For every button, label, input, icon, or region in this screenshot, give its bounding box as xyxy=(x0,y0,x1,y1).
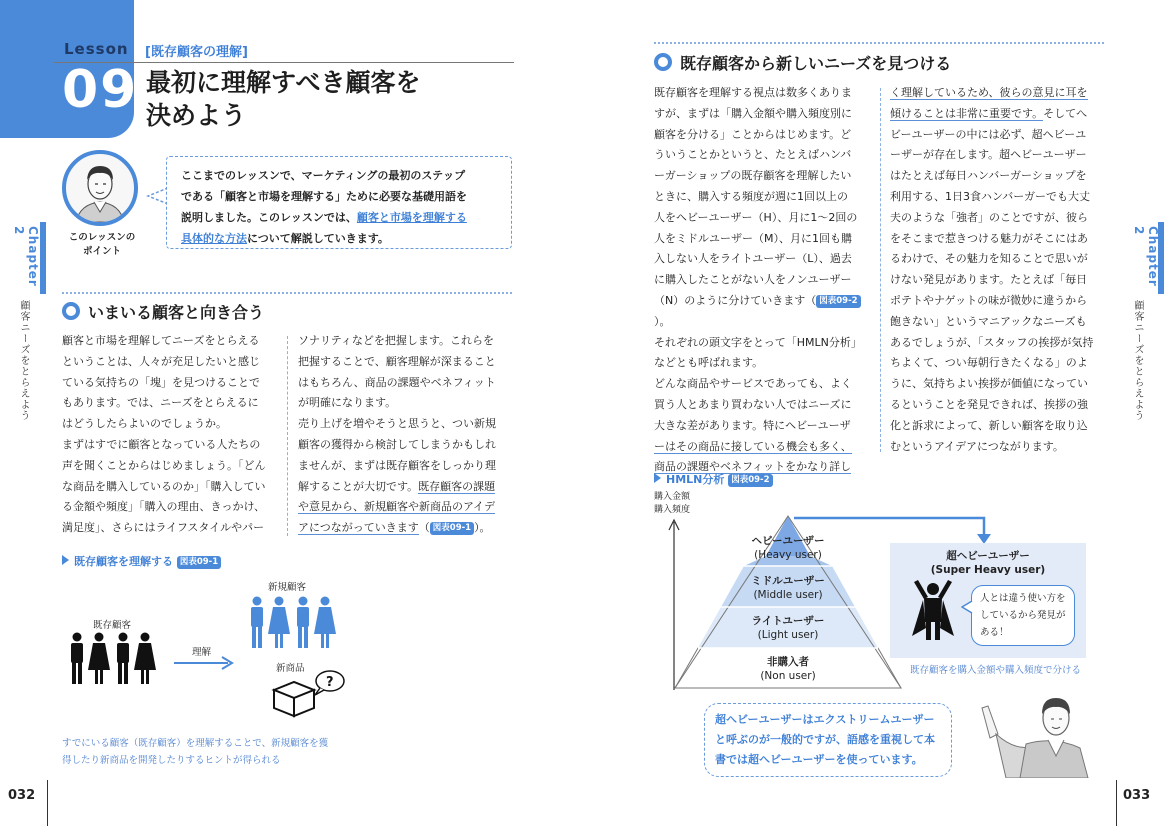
figure-caption: 既存顧客を購入金額や購入頻度で分ける xyxy=(910,665,1082,676)
text-line: あるでしょうが、「スタッフの挨拶が気持 xyxy=(890,335,1094,349)
super-heavy-user-label: 超ヘビーユーザー (Super Heavy user) xyxy=(930,550,1046,576)
pyramid-label-heavy: ヘビーユーザー (Heavy user) xyxy=(751,535,825,561)
triangle-marker-icon xyxy=(62,555,69,565)
pyramid-label-light: ライトユーザー (Light user) xyxy=(751,615,825,641)
text-line: はどうしたらよいのでしょうか。 xyxy=(62,417,227,431)
text-line: などとも呼ばれます。 xyxy=(654,356,764,370)
text-line: まずはすでに顧客となっている人たちの xyxy=(62,437,261,451)
body-column-3 xyxy=(654,83,876,478)
connector-arrow-icon xyxy=(792,510,992,546)
text-line: うに、気持ちよい挨拶が価値になってい xyxy=(890,377,1088,391)
text-line: ーザーが存在します。超ヘビーユーザー xyxy=(890,148,1087,162)
text-line: むというアイデアにつながります。 xyxy=(890,439,1064,453)
text-line: それぞれの頭文字をとって「HMLN分析」 xyxy=(654,335,862,349)
page-number-left: 032 xyxy=(8,788,36,803)
point-highlight: 具体的な方法 xyxy=(181,232,247,245)
text-line: ういうことかというと、たとえばハンバ xyxy=(654,148,852,162)
existing-customers-icon xyxy=(66,632,160,688)
chapter-bar xyxy=(40,222,46,294)
chapter-side-tab-right xyxy=(1124,222,1158,294)
note-line: 超ヘビーユーザーはエクストリームユーザー xyxy=(715,713,935,726)
column-divider xyxy=(287,336,288,536)
new-product-label: 新商品 xyxy=(276,663,305,674)
lesson-title-line: 決めよう xyxy=(146,101,247,130)
text-line: 顧客と市場を理解してニーズをとらえる xyxy=(62,334,260,347)
page-number-rule xyxy=(47,780,48,826)
body-column-2 xyxy=(298,331,520,539)
text-line: すが、まずは「購入金額や購入頻度別に xyxy=(654,106,852,120)
lesson-title-line: 最初に理解すべき顧客を xyxy=(146,68,421,97)
text-line: ソナリティなどを把握します。これらを xyxy=(298,334,495,347)
section-divider xyxy=(654,42,1104,44)
text-line: 顧客を分ける」ことからはじめます。ど xyxy=(654,127,852,141)
text-line: 入しない人をライトユーザー（L）、過去 xyxy=(654,252,852,266)
section-heading: いまいる顧客と向き合う xyxy=(88,303,265,322)
text-line: 解することが大切です。既存顧客の課題 xyxy=(298,479,496,493)
section-divider xyxy=(62,292,512,294)
caption-line: 得したり新商品を開発したりするヒントが得られる xyxy=(62,755,281,766)
axis-label: 購入金額 xyxy=(654,492,691,502)
existing-customer-label: 既存顧客 xyxy=(93,620,132,631)
text-line: をそこまで惹きつける魅力がそこにはあ xyxy=(890,231,1088,245)
pyramid-label-non: 非購入者 (Non user) xyxy=(760,656,816,682)
triangle-marker-icon xyxy=(654,473,661,483)
text-line: ている気持ちの「塊」を見つけることで xyxy=(62,375,260,389)
body-column-4 xyxy=(890,83,1112,457)
note-box xyxy=(704,703,952,777)
chapter-label: Chapter 2 xyxy=(1132,226,1160,287)
note-line: と呼ぶのが一般的ですが、語感を重視して本 xyxy=(715,733,935,746)
text-line: 声を聞くことからはじめましょう。「どん xyxy=(62,458,266,472)
figure-ref-tag: 図表09-1 xyxy=(430,522,474,535)
text-line: な商品を購入しているのか」「購入してい xyxy=(62,479,266,493)
text-line: 人をヘビーユーザー（H）、月に1〜2回の xyxy=(654,210,858,224)
figure-caption xyxy=(62,735,362,769)
axis-label: 購入頻度 xyxy=(654,505,691,515)
caption-line: すでにいる顧客（既存顧客）を理解することで、新規顧客を獲 xyxy=(62,738,329,749)
text-line: 飽きない」というマニアックなニーズも xyxy=(890,314,1087,328)
text-line: 化と訴求によって、新しい顧客を取り込 xyxy=(890,418,1088,432)
text-line: はもちろん、商品の課題やベネフィット xyxy=(298,375,496,389)
circle-bullet-icon xyxy=(654,53,672,71)
chapter-side-tab-left xyxy=(0,222,40,294)
text-line: 顧客の獲得から検討してしまうかもしれ xyxy=(298,437,496,451)
text-line: く理解しているため、彼らの意見に耳を xyxy=(890,86,1088,99)
point-label xyxy=(60,231,144,259)
chapter-label: Chapter 2 xyxy=(12,226,40,287)
understand-label: 理解 xyxy=(192,647,212,658)
text-line: 人をミドルユーザー（M）、月に1回も購 xyxy=(654,231,852,245)
lesson-label: Lesson xyxy=(64,40,129,58)
point-text-line: ここまでのレッスンで、マーケティングの最初のステップ xyxy=(181,169,466,182)
text-line: ビーユーザーの中には必ず、超ヘビーユ xyxy=(890,127,1087,141)
figure-title: HMLN分析 図表09-2 xyxy=(654,471,773,487)
point-label-line: このレッスンの xyxy=(68,232,136,243)
text-line: もあります。では、ニーズをとらえるに xyxy=(62,396,259,410)
lesson-number: 09 xyxy=(62,60,139,120)
speech-tail-icon xyxy=(961,600,973,614)
text-line: ちよくて、つい毎朝行きたくなる」のよ xyxy=(890,356,1088,370)
column-divider xyxy=(880,88,881,452)
text-line: アにつながっていきます（ 図表09-1 ）。 xyxy=(298,521,491,535)
text-line: ーガーショップの既存顧客を理解したい xyxy=(654,169,852,183)
text-line: ときに、購入する頻度が週に1回以上の xyxy=(654,189,848,203)
speech-bubble: 人とは違う使い方を しているから発見が ある！ xyxy=(971,585,1075,646)
text-line: 満足度」、さらにはライフスタイルやパー xyxy=(62,521,265,535)
text-line: 利用する、1日3食ハンバーガーでも大丈 xyxy=(890,189,1091,203)
text-line: 把握することで、顧客理解が深まること xyxy=(298,354,496,368)
text-line: 売り上げを増やそうと思うと、つい新規 xyxy=(298,417,496,431)
text-line: 既存顧客を理解する視点は数多くありま xyxy=(654,86,852,99)
point-text-line: 説明しました。このレッスンでは、顧客と市場を理解する xyxy=(181,211,467,224)
point-highlight: 顧客と市場を理解する xyxy=(356,211,467,224)
new-customers-icon xyxy=(246,596,340,652)
note-line: 書では超ヘビーユーザーを使っています。 xyxy=(715,753,923,766)
text-line: に購入したことがない人をノンユーザー xyxy=(654,273,852,287)
text-line: ということは、人々が充足したいと感じ xyxy=(62,354,260,368)
chapter-subtitle: 顧客ニーズをとらえよう xyxy=(18,300,29,421)
figure-title: 既存顧客を理解する 図表09-1 xyxy=(62,553,221,569)
svg-text:?: ? xyxy=(326,675,334,690)
point-text-line: である「顧客と市場を理解する」ために必要な基礎用語を xyxy=(181,190,467,203)
author-avatar xyxy=(62,150,138,226)
text-line: るということを発見できれば、挨拶の強 xyxy=(890,397,1088,411)
text-line: はたとえば毎日ハンバーガーショップを xyxy=(890,169,1087,183)
text-line: るわけで、その魅力を知ることで思いが xyxy=(890,252,1088,266)
cheering-person-icon xyxy=(910,580,956,642)
text-line: 商品の課題やベネフィットをかなり詳し xyxy=(654,460,852,474)
text-line: 傾けることは非常に重要です。そしてへ xyxy=(890,106,1088,120)
page-number-rule xyxy=(1116,780,1117,826)
arrow-right-icon xyxy=(172,655,236,671)
figure-ref-tag: 図表09-2 xyxy=(816,295,860,308)
text-line: （N）のように分けていきます（ 図表09-2）。 xyxy=(654,291,876,333)
text-line: ーはその商品に接している機会も多く、 xyxy=(654,439,852,453)
body-column-1 xyxy=(62,331,284,539)
presenter-illustration xyxy=(976,686,1100,778)
text-line: 買う人とあまり買わない人ではニーズに xyxy=(654,397,852,411)
lesson-subtitle: [既存顧客の理解] xyxy=(145,45,248,60)
text-line: る金額や頻度」「購入の理由、きっかけ、 xyxy=(62,500,266,514)
pyramid-label-middle: ミドルユーザー (Middle user) xyxy=(751,575,825,601)
point-text-line: 具体的な方法について解説していきます。 xyxy=(181,232,389,245)
page-number-right: 033 xyxy=(1123,788,1151,803)
text-line: 夫のような「強者」のことですが、彼ら xyxy=(890,210,1088,224)
lesson-point-box xyxy=(166,156,512,249)
product-box-icon xyxy=(268,668,350,720)
text-line: ませんが、まずは既存顧客をしっかり理 xyxy=(298,458,496,472)
new-customer-label: 新規顧客 xyxy=(268,582,307,593)
text-line: けない発見があります。たとえば「毎日 xyxy=(890,273,1088,287)
text-line: ポテトやナゲットの味が微妙に違うから xyxy=(890,293,1088,307)
lesson-rule xyxy=(54,62,514,63)
chapter-subtitle: 顧客ニーズをとらえよう xyxy=(1132,300,1143,421)
figure-ref-tag: 図表09-1 xyxy=(177,556,221,569)
lesson-title xyxy=(146,66,506,132)
circle-bullet-icon xyxy=(62,302,80,320)
text-line: 大きな差があります。特にヘビーユーザ xyxy=(654,418,851,432)
text-line: どんな商品やサービスであっても、よく xyxy=(654,377,852,391)
person-portrait-icon xyxy=(66,154,134,222)
point-label-line: ポイント xyxy=(82,246,121,257)
text-line: や意見から、新規顧客や新商品のアイデ xyxy=(298,500,496,514)
text-line: が明確になります。 xyxy=(298,396,397,410)
figure-ref-tag: 図表09-2 xyxy=(728,474,772,487)
section-heading: 既存顧客から新しいニーズを見つける xyxy=(680,54,952,73)
